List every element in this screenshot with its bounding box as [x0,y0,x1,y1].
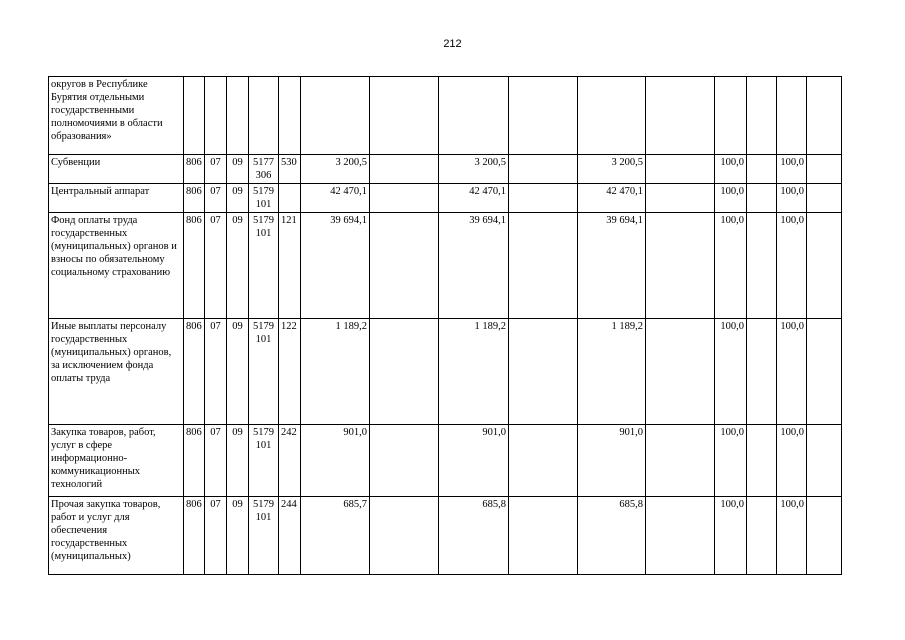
cell-rz: 07 [205,155,227,184]
cell-name: Субвенции [49,155,184,184]
cell-empty [646,425,715,497]
cell-v3 [578,77,646,155]
cell-gr [184,77,205,155]
cell-empty [509,77,578,155]
cell-v1: 1 189,2 [301,319,370,425]
cell-p1: 100,0 [715,497,747,575]
cell-empty [509,155,578,184]
cell-empty [646,77,715,155]
cell-empty [747,184,777,213]
cell-p1: 100,0 [715,425,747,497]
cell-empty [646,184,715,213]
cell-empty [646,497,715,575]
cell-p2: 100,0 [777,213,807,319]
cell-empty [747,77,777,155]
cell-name: Фонд оплаты труда государственных (муниципальных) органов и взносы по обязательному социальному страхованию [49,213,184,319]
cell-empty [747,497,777,575]
cell-empty [747,213,777,319]
cell-empty [747,425,777,497]
cell-v3: 901,0 [578,425,646,497]
cell-p2: 100,0 [777,155,807,184]
cell-v3: 1 189,2 [578,319,646,425]
cell-empty [370,319,439,425]
cell-empty [509,319,578,425]
cell-p2: 100,0 [777,425,807,497]
cell-empty [807,425,842,497]
cell-v1: 3 200,5 [301,155,370,184]
cell-p1: 100,0 [715,319,747,425]
cell-csr: 5179 101 [249,497,279,575]
cell-v1: 39 694,1 [301,213,370,319]
cell-pr: 09 [227,213,249,319]
cell-p1: 100,0 [715,213,747,319]
cell-vr: 122 [279,319,301,425]
cell-empty [370,497,439,575]
budget-table [48,76,842,575]
cell-csr: 5179 101 [249,184,279,213]
cell-v2: 42 470,1 [439,184,509,213]
cell-empty [509,184,578,213]
cell-name: Закупка товаров, работ, услуг в сфере информационно-коммуникационных технологий [49,425,184,497]
cell-rz [205,77,227,155]
cell-name: округов в Республике Бурятия отдельными государственными полномочиями в области образования» [49,77,184,155]
page-number: 212 [443,38,462,50]
table-row [49,497,842,575]
cell-empty [370,425,439,497]
cell-pr: 09 [227,155,249,184]
cell-v2 [439,77,509,155]
table-row [49,319,842,425]
cell-vr: 242 [279,425,301,497]
cell-v3: 685,8 [578,497,646,575]
cell-empty [370,155,439,184]
cell-empty [747,155,777,184]
cell-v2: 1 189,2 [439,319,509,425]
cell-rz: 07 [205,319,227,425]
cell-pr: 09 [227,425,249,497]
cell-empty [370,184,439,213]
cell-v1 [301,77,370,155]
cell-rz: 07 [205,184,227,213]
cell-gr: 806 [184,497,205,575]
cell-empty [807,319,842,425]
cell-pr [227,77,249,155]
cell-gr: 806 [184,213,205,319]
table-row [49,213,842,319]
cell-p1: 100,0 [715,184,747,213]
cell-v1: 42 470,1 [301,184,370,213]
cell-empty [509,497,578,575]
cell-empty [509,213,578,319]
cell-v1: 685,7 [301,497,370,575]
cell-empty [646,319,715,425]
table-row [49,184,842,213]
cell-empty [807,497,842,575]
cell-pr: 09 [227,497,249,575]
cell-empty [807,77,842,155]
cell-v1: 901,0 [301,425,370,497]
cell-gr: 806 [184,425,205,497]
cell-gr: 806 [184,319,205,425]
cell-gr: 806 [184,184,205,213]
table-row [49,77,842,155]
cell-p2 [777,77,807,155]
cell-name: Центральный аппарат [49,184,184,213]
cell-csr: 5179 101 [249,319,279,425]
cell-vr: 530 [279,155,301,184]
cell-empty [807,213,842,319]
cell-csr: 5179 101 [249,425,279,497]
cell-empty [807,155,842,184]
cell-empty [370,77,439,155]
cell-v2: 685,8 [439,497,509,575]
cell-empty [747,319,777,425]
cell-vr [279,77,301,155]
cell-csr [249,77,279,155]
cell-v3: 39 694,1 [578,213,646,319]
cell-name: Иные выплаты персоналу государственных (муниципальных) органов, за исключением фонда оплаты труда [49,319,184,425]
cell-v3: 42 470,1 [578,184,646,213]
cell-p2: 100,0 [777,184,807,213]
cell-gr: 806 [184,155,205,184]
cell-empty [646,155,715,184]
cell-csr: 5177 306 [249,155,279,184]
cell-v2: 3 200,5 [439,155,509,184]
cell-vr [279,184,301,213]
cell-empty [646,213,715,319]
cell-p1 [715,77,747,155]
cell-empty [807,184,842,213]
table-row [49,425,842,497]
cell-rz: 07 [205,425,227,497]
table-row [49,155,842,184]
cell-empty [370,213,439,319]
cell-vr: 244 [279,497,301,575]
cell-name: Прочая закупка товаров, работ и услуг для обеспечения государственных (муниципальных) [49,497,184,575]
cell-pr: 09 [227,184,249,213]
cell-rz: 07 [205,213,227,319]
cell-p2: 100,0 [777,497,807,575]
cell-rz: 07 [205,497,227,575]
cell-csr: 5179 101 [249,213,279,319]
cell-p2: 100,0 [777,319,807,425]
cell-v2: 39 694,1 [439,213,509,319]
cell-empty [509,425,578,497]
cell-p1: 100,0 [715,155,747,184]
cell-v3: 3 200,5 [578,155,646,184]
cell-vr: 121 [279,213,301,319]
cell-pr: 09 [227,319,249,425]
cell-v2: 901,0 [439,425,509,497]
